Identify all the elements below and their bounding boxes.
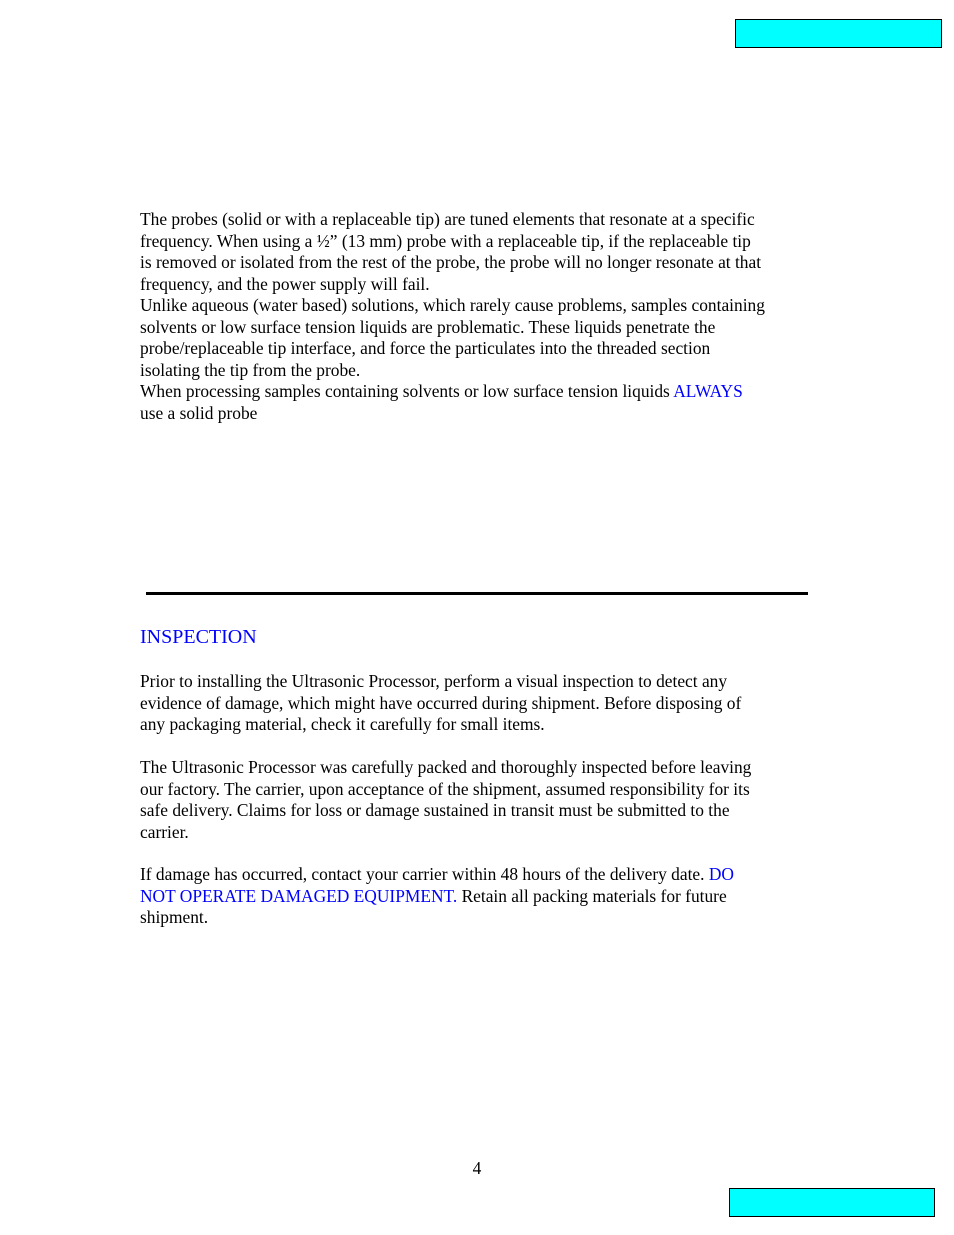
text-line: evidence of damage, which might have occurred during shipment. Before disposing of [140, 692, 742, 713]
text-line: solvents or low surface tension liquids are problematic. These liquids penetrate the [140, 316, 716, 337]
text-line: carrier. [140, 821, 189, 842]
text-line: frequency, and the power supply will fail. [140, 273, 430, 294]
text-line: Retain all packing materials for future [457, 885, 727, 906]
probe-notice [140, 209, 820, 424]
damage-warning-emphasis: NOT OPERATE DAMAGED EQUIPMENT. [140, 885, 458, 906]
probe-paragraph-2 [140, 295, 820, 381]
section-heading: INSPECTION [140, 626, 257, 648]
warning-emphasis: ALWAYS [673, 381, 743, 401]
text-line: frequency. When using a ½” (13 mm) probe with a replaceable tip, if the replaceable tip [140, 230, 751, 251]
text-line: The probes (solid or with a replaceable tip) are tuned elements that resonate at a specific [140, 209, 755, 229]
probe-paragraph-1 [140, 209, 820, 295]
probe-warning [140, 381, 820, 424]
text-line: safe delivery. Claims for loss or damage sustained in transit must be submitted to the [140, 800, 730, 820]
text-line: Unlike aqueous (water based) solutions, which rarely cause problems, samples containing [140, 295, 765, 315]
inspection-paragraph-3 [140, 864, 820, 929]
text-line: The Ultrasonic Processor was carefully packed and thoroughly inspected before leaving [140, 757, 752, 777]
highlight-box-top [735, 19, 942, 48]
page-number: 4 [472, 1158, 482, 1178]
inspection-paragraph-2 [140, 757, 820, 843]
text-line: If damage has occurred, contact your carrier within 48 hours of the delivery date. [140, 864, 709, 884]
inspection-paragraph-1 [140, 671, 820, 736]
warning-text-end: use a solid probe [140, 402, 258, 423]
highlight-box-bottom [729, 1188, 935, 1217]
text-line: any packaging material, check it carefully for small items. [140, 714, 545, 734]
text-line: probe/replaceable tip interface, and force the particulates into the threaded section [140, 338, 711, 358]
warning-text: When processing samples containing solvents or low surface tension liquids [140, 381, 674, 401]
text-line: Prior to installing the Ultrasonic Processor, perform a visual inspection to detect any [140, 671, 728, 691]
text-line: shipment. [140, 907, 209, 927]
section-divider [146, 592, 808, 595]
text-line: is removed or isolated from the rest of the probe, the probe will no longer resonate at that [140, 252, 762, 272]
text-line: our factory. The carrier, upon acceptance of the shipment, assumed responsibility for its [140, 778, 750, 799]
text-line: isolating the tip from the probe. [140, 359, 361, 380]
damage-warning-emphasis: DO [708, 864, 734, 884]
